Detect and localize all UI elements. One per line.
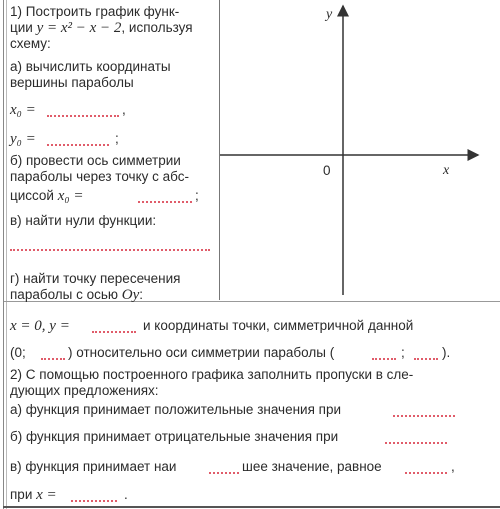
task2-line1: 2) С помощью построенного графика заполнить пропуски в сле- [10, 367, 414, 382]
task2-line2: дующих предложениях: [10, 383, 159, 398]
task2-last-x: x = [36, 487, 57, 503]
function-formula: y = x² − x − 2 [36, 20, 122, 36]
step-b-line3 [10, 188, 83, 204]
negative-blank[interactable] [385, 442, 447, 444]
step-v-line1: в) найти нули функции: [10, 213, 157, 228]
g-line4-middle: ) относительно оси симметрии параболы ( [68, 345, 335, 360]
origin-label: 0 [323, 163, 331, 178]
task1-line3: схему: [10, 36, 51, 51]
task1-line2 [10, 20, 193, 36]
y0-label: y₀ = [10, 131, 36, 147]
y0-blank[interactable] [47, 144, 109, 146]
task1-line1: 1) Построить график функ- [10, 4, 180, 19]
sym-y-blank[interactable] [414, 358, 438, 360]
extreme-value-blank[interactable] [405, 472, 447, 474]
bottom-border [3, 506, 500, 508]
task2-last-line [10, 487, 57, 503]
y0-end: ; [115, 131, 119, 146]
step-g-line2-text: параболы с осью [10, 287, 122, 302]
g-line3-rest: и координаты точки, симметричной данной [143, 318, 414, 333]
task2-last-pre: при [10, 487, 37, 502]
step-g-line2 [10, 287, 143, 303]
task2-v-end: , [451, 459, 455, 474]
g-y-blank[interactable] [92, 331, 136, 333]
sym-x-blank[interactable] [372, 358, 396, 360]
x-axis-label: x [443, 163, 450, 178]
g-point-y-blank[interactable] [41, 358, 65, 360]
task2-a: а) функция принимает положительные значения при [10, 402, 342, 417]
coordinate-plane [220, 0, 500, 300]
extreme-x-blank[interactable] [71, 500, 117, 502]
g-line4-start: (0; [10, 345, 26, 360]
task1-line2-pre: ции [10, 20, 37, 35]
x0-blank[interactable] [47, 115, 119, 117]
extreme-word-blank[interactable] [209, 472, 239, 474]
step-g-line2-end: : [139, 287, 144, 302]
left-border-inner [6, 0, 7, 509]
task2-last-end: . [124, 487, 128, 502]
step-a-line2: вершины параболы [10, 75, 134, 90]
g-x-equals: x = 0, y = [10, 318, 70, 334]
x0-label: x₀ = [10, 102, 36, 118]
task2-b: б) функция принимает отрицательные значения при [10, 429, 339, 444]
task2-v-middle: шее значение, равное [242, 459, 382, 474]
step-b-x0: x₀ = [57, 188, 84, 204]
left-border [3, 0, 4, 509]
g-line4-sep: ; [401, 345, 405, 360]
step-b-line2: параболы через точку с абс- [10, 169, 189, 184]
step-g-line1: г) найти точку пересечения [10, 271, 181, 286]
step-a-line1: а) вычислить координаты [10, 59, 171, 74]
step-b-line3-text: циссой [10, 188, 58, 203]
task1-line2-post: , используя [121, 20, 193, 35]
x0-end: , [122, 102, 126, 117]
y-axis-label: y [326, 7, 333, 22]
step-b-end: ; [195, 188, 199, 203]
task2-v-start: в) функция принимает наи [10, 459, 177, 474]
axis-x0-blank[interactable] [138, 201, 192, 203]
step-b-line1: б) провести ось симметрии [10, 153, 181, 168]
oy-axis-name: Oy [121, 287, 140, 303]
positive-blank[interactable] [393, 415, 455, 417]
g-line4-end: ). [442, 345, 451, 360]
zeros-blank[interactable] [10, 249, 210, 251]
